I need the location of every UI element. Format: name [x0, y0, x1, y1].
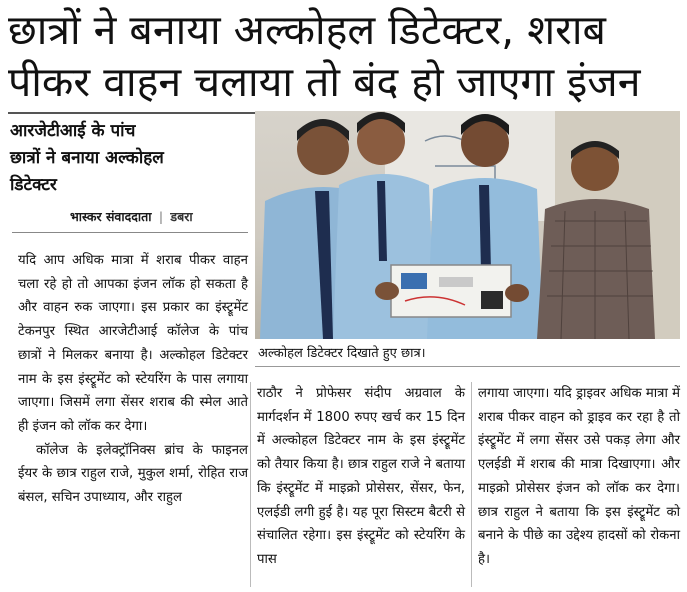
article-paragraph: लगाया जाएगा। यदि ड्राइवर अधिक मात्रा में शराब पीकर वाहन को ड्राइव कर रहा है तो इंस्ट्रूमेंट में लगा सेंसर उसे पकड़ लेगा और एलईडी में शराब की मात्रा दिखाएगा। और माइक्रो प्रोसेसर इंजन को लॉक कर देगा। छात्र राहुल ने बताया कि इस इंस्ट्रूमेंट को बनाने के पीछे का उद्देश्य हादसों को रोकना है।: [478, 386, 680, 567]
byline-rule: [12, 232, 248, 233]
kicker-line-3: डिटेक्टर: [10, 175, 57, 195]
kicker: [10, 118, 248, 199]
article-column-2: [257, 382, 465, 572]
article-paragraph: यदि आप अधिक मात्रा में शराब पीकर वाहन चला रहे हो तो आपका इंजन लॉक हो सकता है और वाहन रुक जाएगा। इस प्रकार का इंस्ट्रूमेंट टेकनपुर स्थित आरजेटीआई कॉलेज के पांच छात्रों ने मिलकर बनाया है। अल्कोहल डिटेक्टर नाम के इस इंस्ट्रूमेंट को स्टेयरिंग के पास लगाया जाएगा। जिसमें लगा सेंसर शराब की स्मेल आते ही इंजन को लॉक कर देगा।: [18, 253, 248, 434]
column-divider: [250, 382, 251, 587]
article-column-3: [478, 382, 680, 572]
article-paragraph: कॉलेज के इलेक्ट्रॉनिक्स ब्रांच के फाइनल ईयर के छात्र राहुल राजे, मुकुल शर्मा, रोहित राज बंसल, सचिन उपाध्याय, और राहुल: [18, 442, 248, 506]
byline-place: डबरा: [170, 209, 193, 224]
article-column-1: [18, 249, 248, 510]
news-photo: [255, 111, 680, 339]
photo-caption: अल्कोहल डिटेक्टर दिखाते हुए छात्र।: [258, 346, 426, 361]
article-paragraph: राठौर ने प्रोफेसर संदीप अग्रवाल के मार्गदर्शन में 1800 रुपए खर्च कर 15 दिन में अल्कोहल डिटेक्टर नाम के इस इंस्ट्रूमेंट को तैयार किया है। छात्र राहुल राजे ने बताया कि इंस्ट्रूमेंट में माइक्रो प्रोसेसर, सेंसर, फेन, एलईडी लगी हुई है। यह पूरा सिस्टम बैटरी से संचालित रहेगा। इस इंस्ट्रूमेंट को स्टेयरिंग के पास: [257, 386, 465, 567]
news-photo-illustration: [255, 111, 680, 339]
caption-rule: [255, 366, 680, 367]
column-divider: [471, 382, 472, 587]
byline-reporter: भास्कर संवाददाता: [70, 209, 152, 224]
byline-separator: |: [158, 209, 164, 224]
byline: [70, 208, 250, 225]
kicker-line-1: आरजेटीआई के पांच: [10, 121, 136, 141]
kicker-line-2: छात्रों ने बनाया अल्कोहल: [10, 148, 164, 168]
headline-line-2: पीकर वाहन चलाया तो बंद हो जाएगा इंजन: [8, 58, 641, 106]
headline: [8, 4, 680, 108]
headline-line-1: छात्रों ने बनाया अल्कोहल डिटेक्टर, शराब: [8, 6, 606, 54]
